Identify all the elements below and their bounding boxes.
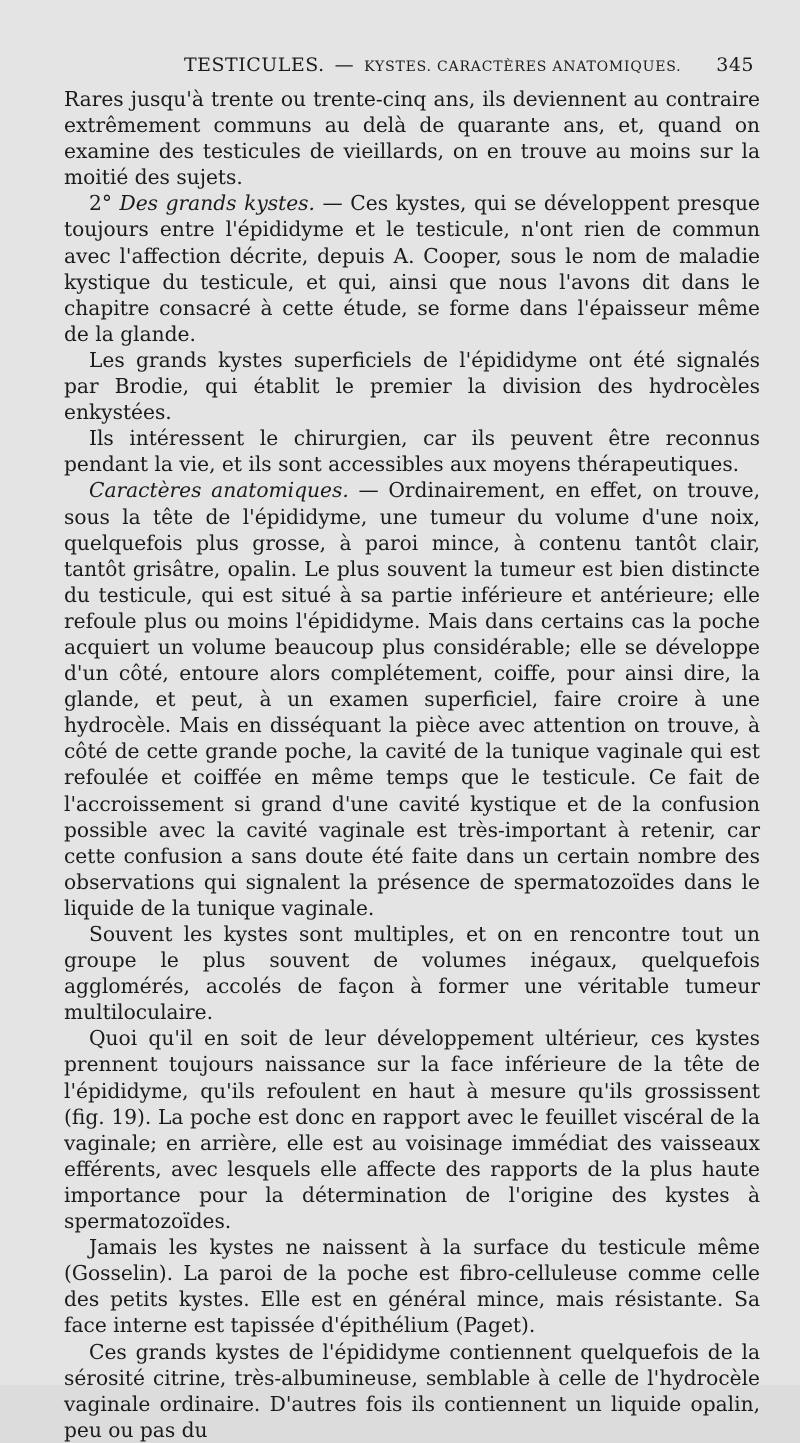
section-heading: Des grands kystes.	[119, 191, 315, 216]
header-dash: —	[334, 54, 355, 76]
paragraph-text: — Ces kystes, qui se développent presque toujours entre l'épididyme et le testicule, n'ont rien de commun avec l'affection décrite, depuis A. Cooper, sous le nom de maladie kystique du testicule, et qui, ainsi que nous l'avons dit dans le chapitre consacré à cette étude, se forme dans l'épaisseur même de la glande.	[64, 191, 760, 346]
paragraph	[64, 1234, 760, 1338]
paragraph-text: Ils intéressent le chirurgien, car ils peuvent être reconnus pendant la vie, et ils sont accessibles aux moyens thérapeutiques.	[64, 426, 760, 477]
paragraph-text: Rares jusqu'à trente ou trente-cinq ans, ils deviennent au contraire extrêmement communs au delà de quarante ans, et, quand on examine des testicules de vieillards, on en trouve au moins sur la moitié des sujets.	[64, 87, 760, 190]
paragraph-text: Quoi qu'il en soit de leur développement ultérieur, ces kystes prennent toujours naissance sur la face inférieure de la tête de l'épididyme, qu'ils refoulent en haut à mesure qu'ils grossissent (fig. 19). La poche est donc en rapport avec le feuillet viscéral de la vaginale; en arrière, elle est au voisinage immédiat des vaisseaux efférents, avec lesquels elle affecte des rapports de la plus haute importance pour la détermination de l'origine des kystes à spermatozoïdes.	[64, 1026, 760, 1234]
page-number: 345	[716, 54, 754, 76]
section-heading: Caractères anatomiques.	[89, 478, 349, 503]
paragraph-text: Souvent les kystes sont multiples, et on en rencontre tout un groupe le plus souvent de volumes inégaux, quelquefois agglomérés, accolés de façon à former une véritable tumeur multiloculaire.	[64, 922, 760, 1025]
paragraph-text: Les grands kystes superficiels de l'épididyme ont été signalés par Brodie, qui établit le premier la division des hydrocèles enkystées.	[64, 347, 760, 425]
paragraph	[64, 190, 760, 347]
paragraph	[64, 425, 760, 477]
running-header	[64, 54, 760, 76]
paragraph	[64, 1339, 760, 1443]
paragraph-text: Jamais les kystes ne naissent à la surface du testicule même (Gosselin). La paroi de la poche est fibro-celluleuse comme celle des petits kystes. Elle est en général mince, mais résistante. Sa face interne est tapissée d'épithélium (Paget).	[64, 1235, 760, 1338]
body-text	[64, 86, 760, 1443]
paragraph	[64, 477, 760, 921]
section-number: 2°	[89, 191, 120, 216]
paragraph	[64, 347, 760, 425]
paragraph	[64, 921, 760, 1025]
paragraph-text: Ces grands kystes de l'épididyme contiennent quelquefois de la sérosité citrine, très-albumineuse, semblable à celle de l'hydrocèle vaginale ordinaire. D'autres fois ils contiennent un liquide opalin, peu ou pas du	[64, 1339, 760, 1442]
paragraph	[64, 1025, 760, 1234]
paragraph	[64, 86, 760, 190]
running-title: TESTICULES.	[184, 54, 325, 76]
running-subtitle: KYSTES. CARACTÈRES ANATOMIQUES.	[364, 59, 682, 75]
paragraph-text: — Ordinairement, en effet, on trouve, sous la tête de l'épididyme, une tumeur du volume d'une noix, quelquefois plus grosse, à paroi mince, à contenu tantôt clair, tantôt grisâtre, opalin. Le plus souvent la tumeur est bien distincte du testicule, qui est situé à sa partie inférieure et antérieure; elle refoule plus ou moins l'épididyme. Mais dans certains cas la poche acquiert un volume beaucoup plus considérable; elle se développe d'un côté, entoure alors complétement, coiffe, pour ainsi dire, la glande, et peut, à un examen superficiel, faire croire à une hydrocèle. Mais en disséquant la pièce avec attention on trouve, à côté de cette grande poche, la cavité de la tunique vaginale qui est refoulée et coiffée en même temps que le testicule. Ce fait de l'accroissement si grand d'une cavité kystique et de la confusion possible avec la cavité vaginale est très-important à retenir, car cette confusion a sans doute été faite dans un certain nombre des observations qui signalent la présence de spermatozoïdes dans le liquide de la tunique vaginale.	[64, 478, 760, 920]
